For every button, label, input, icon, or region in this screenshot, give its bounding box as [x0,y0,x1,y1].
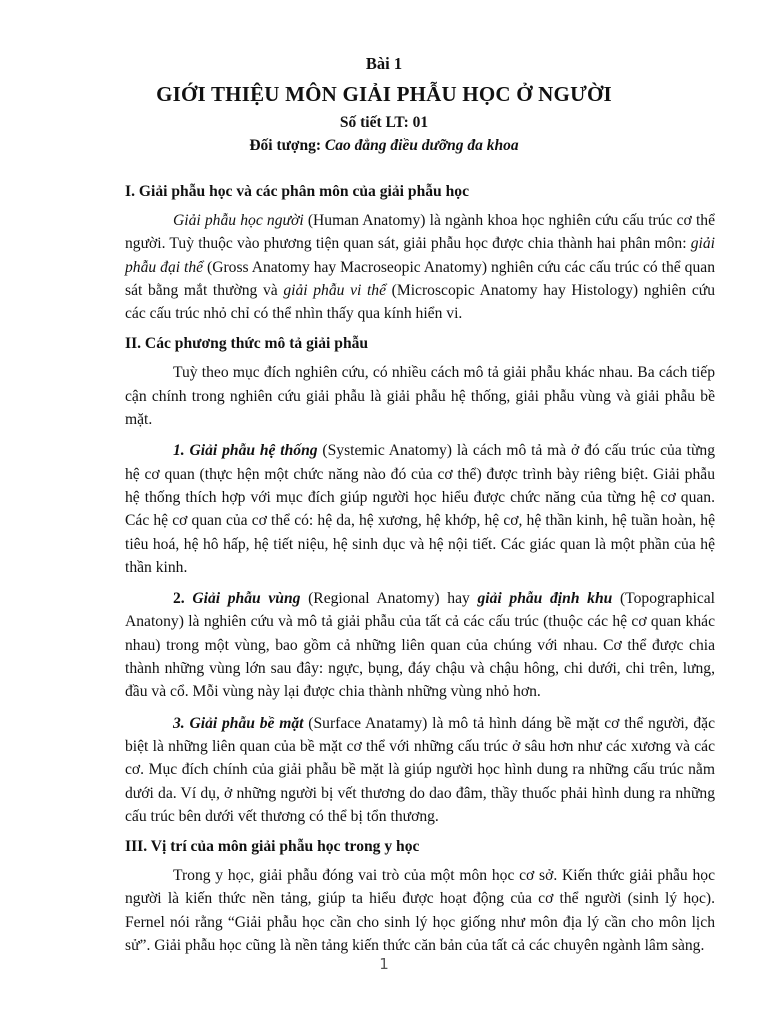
paragraph-text: (Microscopic Anatomy hay Histology) nghiên cứu các cấu trúc nhỏ chỉ có thể nhìn thấy qua kính hiển vi. [125,281,715,323]
paragraph-text: (Topographical Anatony) là nghiên cứu và mô tả giải phẫu của tất cả các cấu trúc (thuộc các hệ cơ quan khác nhau) trong một vùng, bao gồm cả những liên quan của chúng với nhau. Cơ thể được chia thành những vùng lớn sau đây: ngực, bụng, đáy chậu và chậu hông, chi dưới, chi trên, lưng, đầu và cổ. Mỗi vùng này lại được chia thành những vùng nhỏ hơn. [125,590,716,701]
paragraph-text: (Systemic Anatomy) là cách mô tả mà ở đó cấu trúc của từng hệ cơ quan (thực hện một chức năng nào đó của cơ thể) được trình bày riêng biệt. Giải phẫu hệ thống thích hợp với mục đích giúp người học hiểu được chức năng của từng hệ cơ quan. Các hệ cơ quan của cơ thể có: hệ da, hệ xương, hệ khớp, hệ cơ, hệ thần kinh, hệ tuần hoàn, hệ tiêu hoá, hệ hô hấp, hệ tiết niệu, hệ sinh dục và hệ nội tiết. Các giác quan là một phần của hệ thần kinh. [125,442,715,576]
section-heading-2: II. Các phương thức mô tả giải phẫu [125,335,369,353]
page-number: 1 [379,955,389,973]
paragraph-text: (Gross Anatomy hay Macroseopic Anatomy) nghiên cứu các cấu trúc có thể quan sát bằng mắt thường và [125,258,715,299]
term-gross-anatomy: giải phẫu đại thể [125,235,715,276]
term-regional-anatomy: Giải phẫu vùng [192,590,301,608]
document-title: GIỚI THIỆU MÔN GIẢI PHẪU HỌC Ở NGƯỜI [156,82,612,106]
paragraph-systemic-anatomy [125,439,715,579]
paragraph-anatomy-definition [125,209,715,325]
term-systemic-anatomy: 1. Giải phẫu hệ thống [173,442,318,460]
paragraph-regional-anatomy [125,587,715,703]
term-surface-anatomy: 3. Giải phẫu bề mặt [173,714,304,732]
term-microscopic-anatomy: giải phẫu vi thể [283,281,387,299]
lesson-hours: Số tiết LT: 01 [339,114,429,131]
target-audience [0,137,768,155]
target-value: Cao đẳng điều dưỡng đa khoa [324,137,519,154]
paragraph-text: (Human Anatomy) là ngành khoa học nghiên cứu cấu trúc cơ thể người. Tuỳ thuộc vào phương tiện quan sát, giải phẫu học được chia thành hai phân môn: [125,212,715,253]
term-topographical-anatomy: giải phẫu định khu [477,590,613,608]
paragraph-approaches-intro: Tuỳ theo mục đích nghiên cứu, có nhiều cách mô tả giải phẫu khác nhau. Ba cách tiếp cận chính trong nghiên cứu giải phẫu là giải phẫu hệ thống, giải phẫu vùng và giải phẫu bề mặt. [125,364,715,429]
target-label: Đối tượng: [249,137,322,154]
paragraph-text: (Surface Anatamy) là mô tả hình dáng bề mặt cơ thể người, đặc biệt là những liên quan của bề mặt cơ thể với những cấu trúc ở sâu hơn như các xương và các cơ. Mục đích chính của giải phẫu bề mặt là giúp người học hình dung ra những cấu trúc nằm dưới da. Ví dụ, ở những người bị vết thương do dao đâm, thầy thuốc phải hình dung ra những cấu trúc bên dưới vết thương có thể bị tổn thương. [125,714,715,825]
document-body [125,181,715,961]
lesson-number: Bài 1 [365,54,403,73]
section-heading-1: I. Giải phẫu học và các phân môn của giải phẫu học [125,183,470,200]
paragraph-role-in-medicine: Trong y học, giải phẫu đóng vai trò của một môn học cơ sở. Kiến thức giải phẫu học người là kiến thức nền tảng, giúp ta hiểu được hoạt động của cơ thể người (sinh lý học). Fernel nói rằng “Giải phẫu học cần cho sinh lý học giống như môn địa lý cần cho môn lịch sử”. Giải phẫu học cũng là nền tảng kiến thức căn bản của tất cả các chuyên ngành lâm sàng. [125,867,715,955]
term-human-anatomy: Giải phẫu học người [173,212,304,229]
item-number: 2. [173,590,193,608]
paragraph-surface-anatomy [125,712,715,828]
section-heading-3: III. Vị trí của môn giải phẫu học trong y học [125,838,420,856]
paragraph-text: (Regional Anatomy) hay [300,590,478,608]
